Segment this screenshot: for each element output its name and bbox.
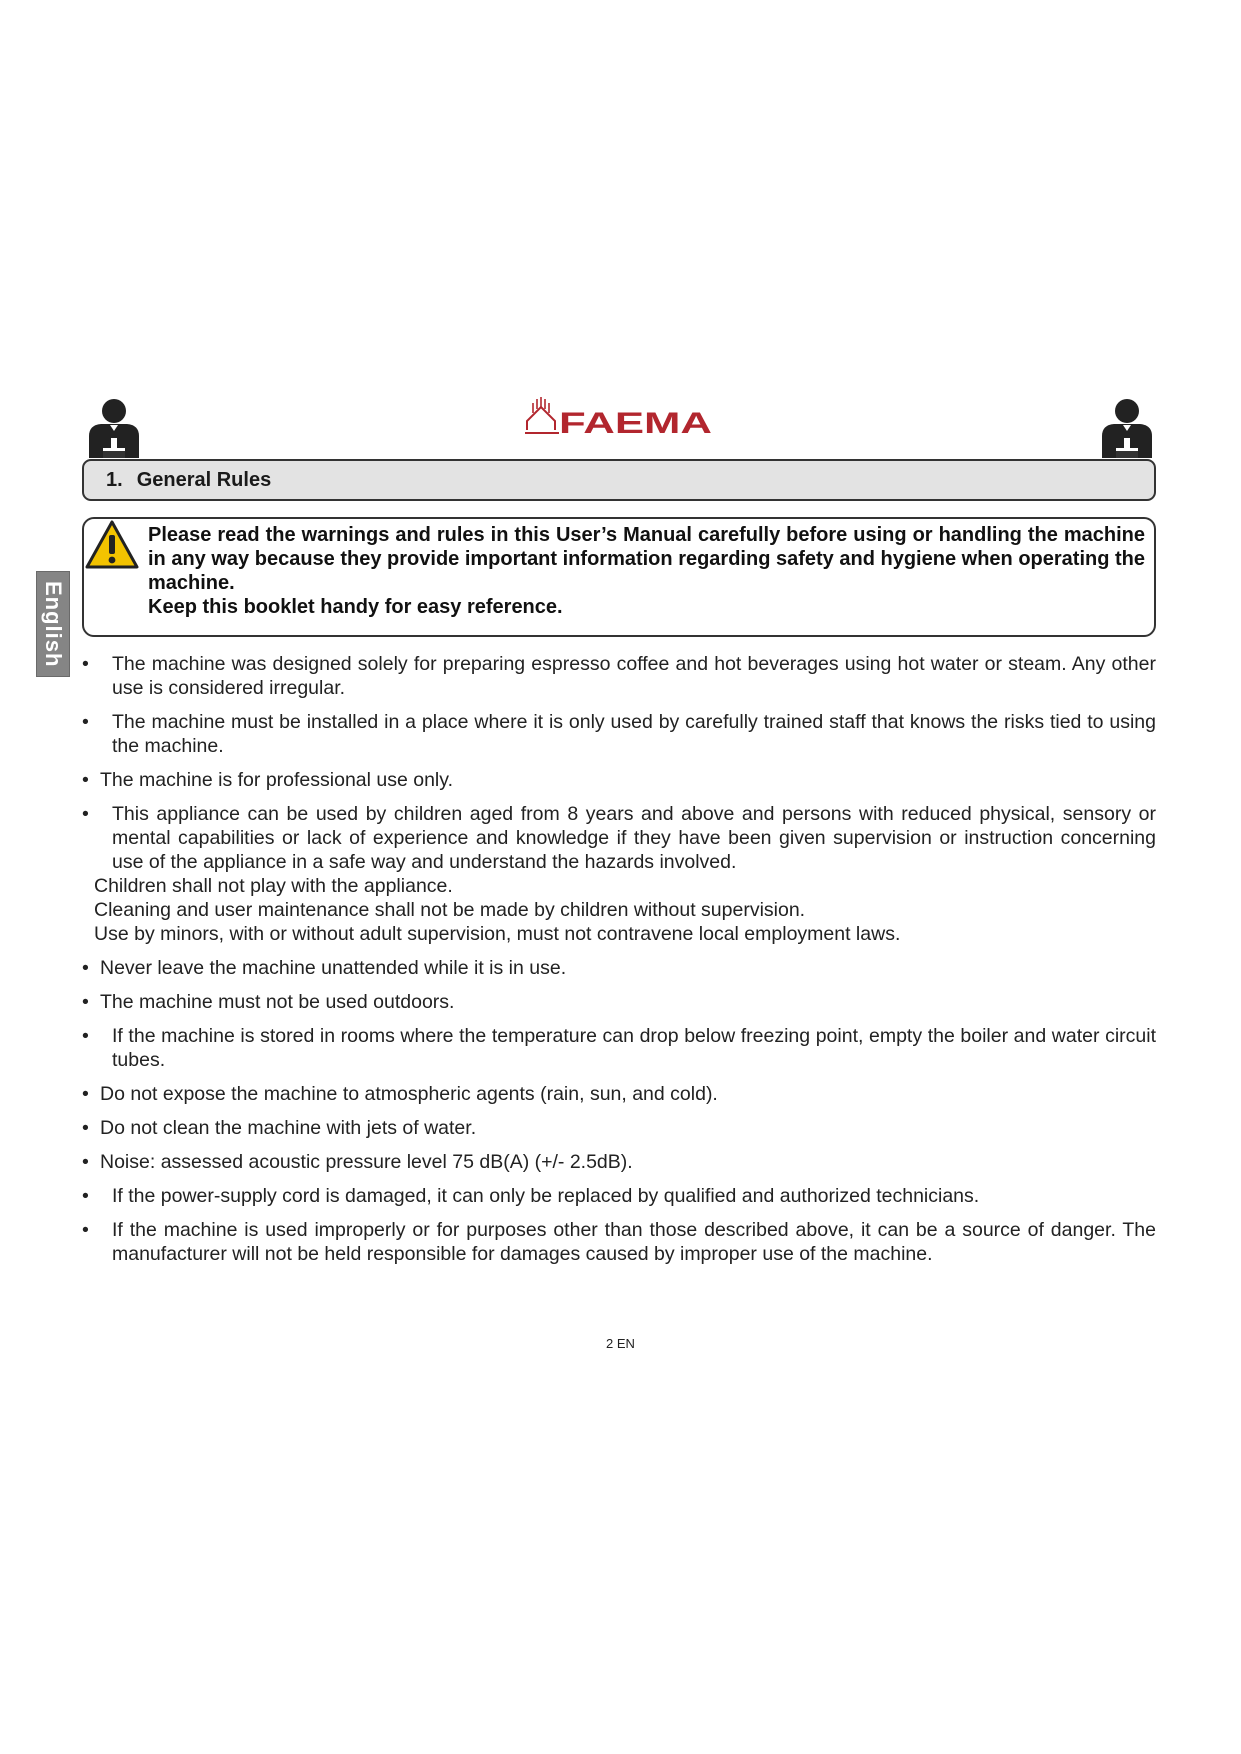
warning-box <box>82 517 1156 637</box>
language-label: English <box>41 580 66 668</box>
warning-triangle-icon <box>84 519 140 571</box>
rule-item: • The machine must not be used outdoors. <box>82 990 1156 1014</box>
rule-sub-item: Children shall not play with the appliance. <box>94 875 453 897</box>
section-number: 1. <box>106 468 123 491</box>
rule-item: • The machine must be installed in a place where it is only used by carefully trained staff that knows the risks tied to using the machine. <box>82 710 1156 758</box>
rule-item: • Do not expose the machine to atmospheric agents (rain, sun, and cold). <box>82 1082 1156 1106</box>
rule-sub-item: Use by minors, with or without adult supervision, must not contravene local employment laws. <box>94 923 901 945</box>
rule-item: • If the machine is stored in rooms where the temperature can drop below freezing point, empty the boiler and water circuit tubes. <box>82 1024 1156 1072</box>
rule-sub-item: Cleaning and user maintenance shall not be made by children without supervision. <box>94 899 806 921</box>
brand-name: FAEMA <box>559 407 712 437</box>
rule-item: • The machine is for professional use only. <box>82 768 1156 792</box>
waiter-icon-right <box>1098 398 1156 458</box>
rule-item: • The machine was designed solely for preparing espresso coffee and hot beverages using hot water or steam. Any other use is considered irregular. <box>82 652 1156 700</box>
section-title: General Rules <box>136 468 272 491</box>
page-number: 2 EN <box>606 1336 635 1351</box>
faema-logo <box>523 397 715 437</box>
rule-item: • If the power-supply cord is damaged, it can only be replaced by qualified and authorized technicians. <box>82 1184 1156 1208</box>
rule-item: • Never leave the machine unattended while it is in use. <box>82 956 1156 980</box>
rule-item: • If the machine is used improperly or for purposes other than those described above, it can be a source of danger. The manufacturer will not be held responsible for damages caused by improper use of the machine. <box>82 1218 1156 1266</box>
language-tab <box>36 571 70 677</box>
warning-paragraph: Please read the warnings and rules in this User’s Manual carefully before using or handling the machine in any way because they provide important information regarding safety and hygiene when operating the machine. <box>148 524 1145 594</box>
rules-list <box>82 652 1156 1276</box>
section-header <box>82 459 1156 501</box>
waiter-icon-left <box>85 398 143 458</box>
rule-item: • Do not clean the machine with jets of water. <box>82 1116 1156 1140</box>
warning-text <box>148 523 1145 619</box>
rule-item: • Noise: assessed acoustic pressure level 75 dB(A) (+/- 2.5dB). <box>82 1150 1156 1174</box>
rule-sub-list <box>82 874 1156 946</box>
rule-item-children <box>82 802 1156 874</box>
rule-text: • This appliance can be used by children aged from 8 years and above and persons with reduced physical, sensory or mental capabilities or lack of experience and knowledge if they have been given supervision or instruction concerning use of the appliance in a safe way and understand the hazards involved. <box>112 803 1156 873</box>
warning-paragraph: Keep this booklet handy for easy reference. <box>148 596 563 618</box>
